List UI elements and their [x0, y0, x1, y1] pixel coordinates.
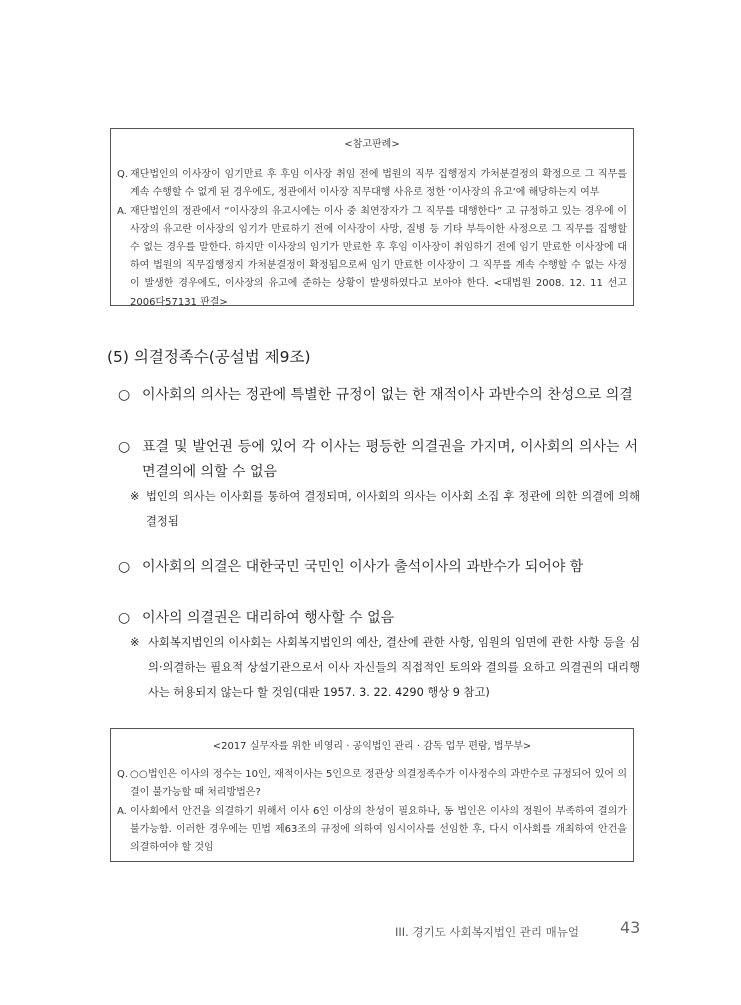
answer-mark: A.	[117, 805, 127, 817]
question-mark: Q.	[117, 169, 129, 181]
answer-text: 이사회에서 안건을 의결하기 위해서 이사 6인 이상의 찬성이 필요하나, 동 법인은 이사의 정원이 부족하여 결의가 불가능함. 이러한 경우에는 민법 제63조의 규정에 의하여 임시이사를 선임한 후, 다시 이사회를 개최하여 안건을 의결하여야 할 것임	[130, 805, 627, 854]
list-item	[118, 383, 638, 408]
reference-mark-icon: ※	[130, 636, 140, 649]
question-block	[111, 166, 633, 202]
list-item-text: 이사의 의결권은 대리하여 행사할 수 없음	[142, 610, 395, 626]
circle-bullet-icon: ○	[118, 559, 131, 575]
note-text: 사회복지법인의 이사회는 사회복지법인의 예산, 결산에 관한 사항, 임원의 임면에 관한 사항 등을 심의·의결하는 필요적 상설기관으로서 이사 자신들의 직접적인 토의와 결의를 요하고 의결권의 대리행사는 허용되지 않는다 할 것임(대판 1957. 3. 22. 4290 행상 9 참고)	[148, 636, 640, 699]
reference-box-title: <2017 실무자를 위한 비영리 · 공익법인 관리 · 감독 업무 편람, 법무부>	[212, 741, 532, 752]
question-mark: Q.	[117, 769, 129, 781]
circle-bullet-icon: ○	[118, 610, 131, 626]
note-text: 법인의 의사는 이사회를 통하여 결정되며, 이사회의 의사는 이사회 소집 후 정관에 의한 의결에 의해 결정됨	[146, 490, 640, 528]
list-item	[118, 555, 638, 580]
answer-block	[111, 203, 633, 312]
question-block	[111, 766, 633, 802]
question-text: 재단법인의 이사장이 임기만료 후 후임 이사장 취임 전에 법원의 직무 집행정지 가처분결정의 확정으로 그 직무를 계속 수행할 수 없게 된 경우에도, 정관에서 이사장 직무대행 사유로 정한 ‘이사장의 유고’에 해당하는지 여부	[130, 169, 627, 199]
list-item	[118, 435, 638, 485]
reference-box-title: <참고판례>	[344, 139, 400, 150]
reference-case-box	[110, 128, 634, 306]
reference-mark-icon: ※	[130, 490, 140, 503]
answer-text: 재단법인의 정관에서 “이사장의 유고시에는 이사 중 최연장자가 그 직무를 대행한다” 고 규정하고 있는 경우에 이사장의 유고란 이사장의 임기가 만료하기 전에 이사장이 사망, 질병 등 기타 부득이한 사정으로 그 직무를 집행할 수 없는 경우를 말한다. 하지만 이사장의 임기가 만료한 후 후임 이사장이 취임하기 전에 임기 만료한 이사장에 대하여 법원의 직무집행정지 가처분결정이 확정됨으로써 임기 만료한 이사장이 그 직무를 계속 수행할 수 없는 사정이 발생한 경우에도, 이사장의 유고에 준하는 상황이 발생하였다고 보아야 한다. <대법원 2008. 12. 11 선고 2006다57131 판결>	[130, 205, 627, 308]
list-item-text: 이사회의 의사는 정관에 특별한 규정이 없는 한 재적이사 과반수의 찬성으로 의결	[142, 387, 633, 403]
footer-chapter-label: III. 경기도 사회복지법인 관리 매뉴얼	[395, 925, 579, 939]
list-item-text: 표결 및 발언권 등에 있어 각 이사는 평등한 의결권을 가지며, 이사회의 의사는 서면결의에 의할 수 없음	[142, 439, 638, 480]
question-text: ○○법인은 이사의 정수는 10인, 재적이사는 5인으로 정관상 의결정족수가 이사정수의 과반수로 규정되어 있어 의결이 불가능할 때 처리방법은?	[130, 769, 627, 799]
list-item	[118, 606, 638, 631]
page-number: 43	[620, 918, 641, 937]
note-item	[130, 484, 640, 534]
circle-bullet-icon: ○	[118, 387, 131, 403]
reference-guide-box	[110, 728, 634, 862]
circle-bullet-icon: ○	[118, 439, 131, 455]
section-heading: (5) 의결정족수(공설법 제9조)	[107, 348, 311, 366]
answer-mark: A.	[117, 205, 127, 217]
list-item-text: 이사회의 의결은 대한국민 국민인 이사가 출석이사의 과반수가 되어야 함	[142, 559, 584, 575]
note-item	[130, 630, 640, 705]
answer-block	[111, 803, 633, 858]
